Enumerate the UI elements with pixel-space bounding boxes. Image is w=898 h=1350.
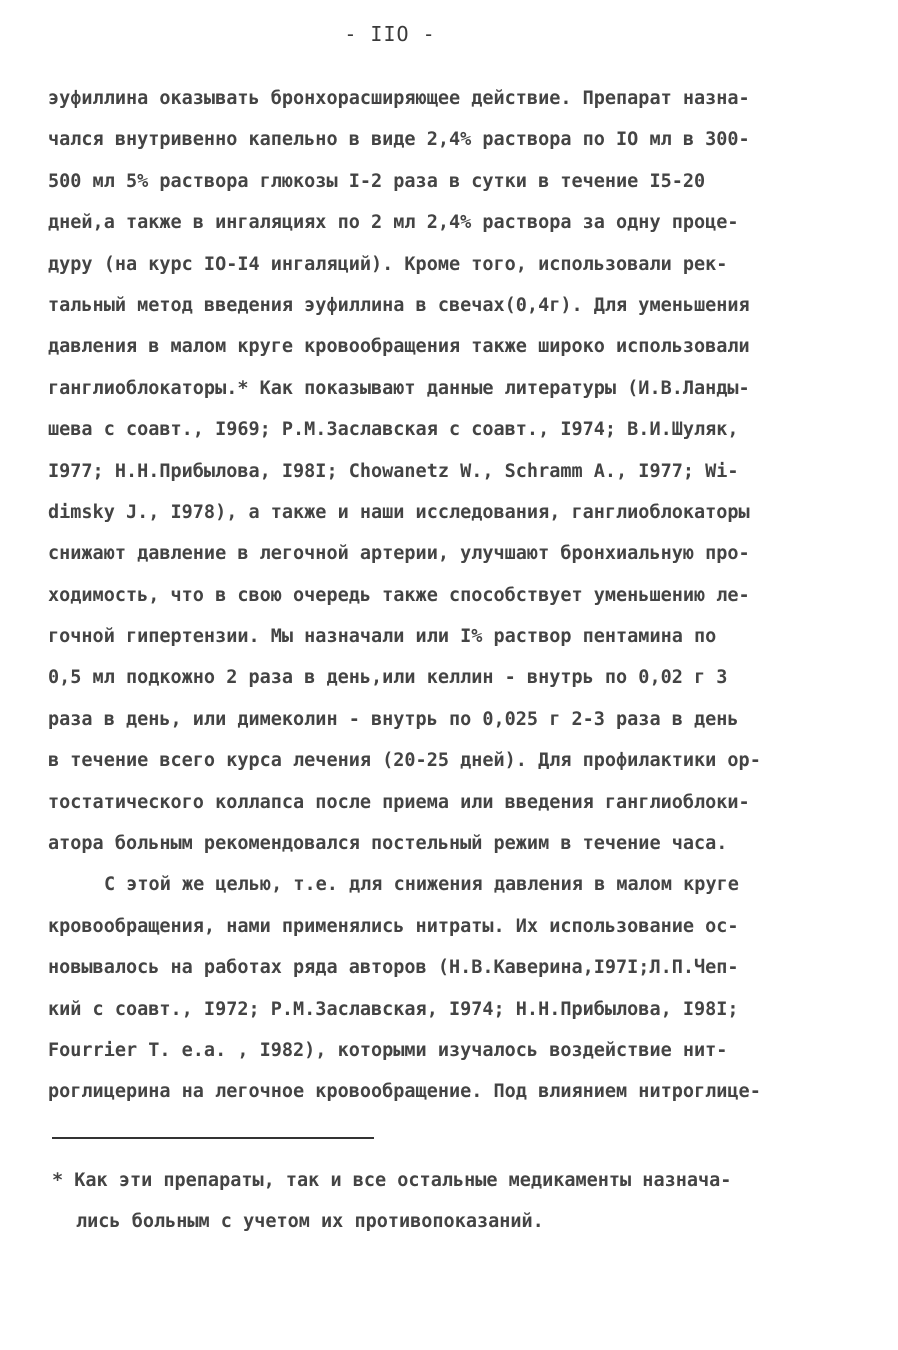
text-line: шева с соавт., I969; Р.М.Заславская с соавт., I974; В.И.Шуляк, xyxy=(48,419,739,441)
text-line: 0,5 мл подкожно 2 раза в день,или келлин - внутрь по 0,02 г 3 xyxy=(48,667,728,689)
text-line: 500 мл 5% раствора глюкозы I-2 раза в сутки в течение I5-20 xyxy=(48,170,706,192)
text-line: эуфиллина оказывать бронхорасширяющее действие. Препарат назна- xyxy=(48,88,750,109)
text-line: ходимость, что в свою очередь также способствует уменьшению ле- xyxy=(48,584,750,606)
text-line: I977; Н.Н.Прибылова, I98I; Chowanetz W., Schramm A., I977; Wi- xyxy=(48,460,739,482)
text-line: тостатического коллапса после приема или введения ганглиоблоки- xyxy=(48,791,750,813)
body-text xyxy=(48,78,848,1113)
text-line: новывалось на работах ряда авторов (Н.В.Каверина,I97I;Л.П.Чеп- xyxy=(48,957,739,979)
text-line: тальный метод введения эуфиллина в свечах(0,4г). Для уменьшения xyxy=(48,294,750,316)
text-line: снижают давление в легочной артерии, улучшают бронхиальную про- xyxy=(48,543,750,565)
text-line: ганглиоблокаторы.* Как показывают данные литературы (И.В.Ланды- xyxy=(48,377,750,399)
page-number: - IIO - xyxy=(344,22,436,46)
text-line: кровообращения, нами применялись нитраты. Их использование ос- xyxy=(48,915,739,937)
text-line: дней,а также в ингаляциях по 2 мл 2,4% раствора за одну проце- xyxy=(48,212,739,234)
text-line: раза в день, или димеколин - внутрь по 0,025 г 2-3 раза в день xyxy=(48,708,739,730)
text-line: в течение всего курса лечения (20-25 дней). Для профилактики ор- xyxy=(48,750,761,772)
text-line: роглицерина на легочное кровообращение. Под влиянием нитроглице- xyxy=(48,1081,761,1103)
footnote-line: лись больным с учетом их противопоказаний. xyxy=(76,1211,544,1232)
text-line: давления в малом круге кровообращения также широко использовали xyxy=(48,336,750,358)
text-line: чался внутривенно капельно в виде 2,4% раствора по IО мл в 300- xyxy=(48,129,750,151)
text-line: дуру (на курс IО-I4 ингаляций). Кроме того, использовали рек- xyxy=(48,253,728,275)
footnote-line: * Как эти препараты, так и все остальные медикаменты назнача- xyxy=(52,1170,732,1191)
footnote xyxy=(52,1160,842,1242)
text-line: Fourrier T. e.a. , I982), которыми изучалось воздействие нит- xyxy=(48,1039,728,1061)
text-line: dimsky J., I978), а также и наши исследования, ганглиоблокаторы xyxy=(48,501,750,523)
text-line: атора больным рекомендовался постельный режим в течение часа. xyxy=(48,833,728,855)
text-line: гочной гипертензии. Мы назначали или I% раствор пентамина по xyxy=(48,626,717,648)
footnote-divider xyxy=(52,1137,374,1139)
text-line: кий с соавт., I972; Р.М.Заславская, I974; Н.Н.Прибылова, I98I; xyxy=(48,998,739,1020)
text-line-paragraph-start: С этой же целью, т.е. для снижения давления в малом круге xyxy=(104,874,739,896)
